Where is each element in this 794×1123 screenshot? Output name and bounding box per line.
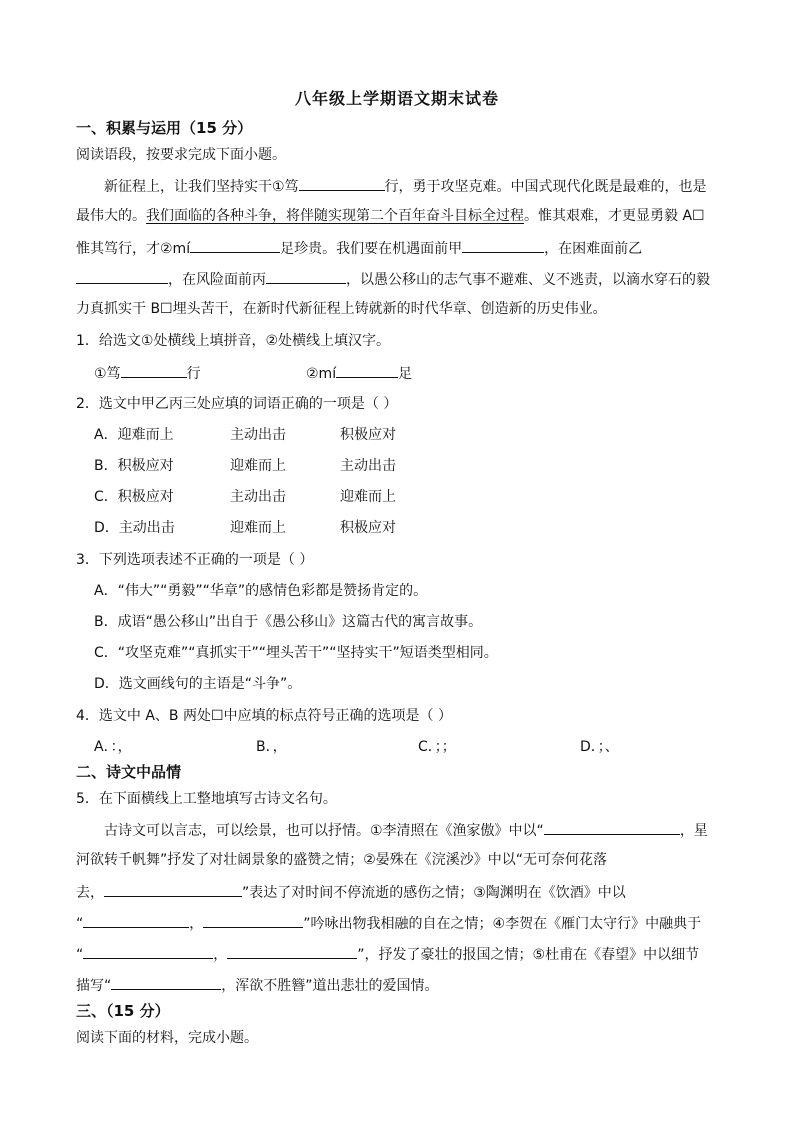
- q3-option-b: B．成语“愚公移山”出自于《愚公移山》这篇古代的寓言故事。: [94, 614, 483, 630]
- q4-option-c: C．；；: [418, 739, 456, 755]
- q2-option-d-2: 迎难而上: [230, 520, 286, 536]
- poem-blank-1: [544, 819, 680, 835]
- q2-option-a-1: A．迎难而上: [94, 427, 174, 443]
- poem-text: ”，抒发了豪壮的报国之情；⑤杜甫在《春望》中以细节: [357, 947, 700, 963]
- poem-line-3: [76, 881, 626, 903]
- section-1-heading: 一、积累与运用（15 分）: [76, 119, 253, 137]
- q2-option-c-2: 主动出击: [230, 489, 286, 505]
- passage-line-1: [104, 175, 707, 197]
- answer-blank: [121, 362, 187, 378]
- blank-bing: [266, 268, 346, 284]
- q3-option-d: D．选文画线句的主语是“斗争”。: [94, 676, 302, 692]
- question-1-blank-a: [94, 362, 201, 384]
- poem-blank-2: [104, 881, 242, 897]
- poem-text: 描写“: [76, 978, 112, 994]
- poem-text: 去，: [76, 885, 104, 901]
- question-5-stem: 5．在下面横线上工整地填写古诗文名句。: [76, 791, 337, 807]
- poem-text: ”吟咏出物我相融的自在之情；④李贺在《雁门太守行》中融典于: [303, 916, 702, 932]
- passage-text: ，在风险面前丙: [168, 272, 266, 288]
- poem-blank-7: [111, 974, 221, 990]
- passage-line-3: [76, 237, 642, 259]
- poem-text: ，浑欲不胜簪”道出悲壮的爱国情。: [221, 978, 439, 994]
- q2-option-a-2: 主动出击: [230, 427, 286, 443]
- blank-du-pinyin: [299, 175, 385, 191]
- underlined-sentence: 我们面临的各种斗争，将伴随实现第二个百年奋斗目标全过程: [146, 208, 524, 224]
- poem-text: ，: [213, 947, 228, 963]
- passage-line-5: 力真抓实干 B☐埋头苦干，在新时代新征程上铸就新的时代华章、创造新的历史伟业。: [76, 301, 607, 317]
- poem-line-5: [76, 943, 699, 965]
- passage-text: 行，勇于攻坚克难。中国式现代化既是最难的，也是: [384, 179, 707, 195]
- passage-text: 最伟大的。: [76, 208, 146, 224]
- passage-line-2: [76, 206, 705, 226]
- section-1-instruction: 阅读语段，按要求完成下面小题。: [76, 147, 286, 163]
- passage-text: 新征程上，让我们坚持实干①笃: [104, 179, 299, 195]
- section-3-instruction: 阅读下面的材料，完成小题。: [76, 1030, 258, 1046]
- q3-option-a: A．“伟大”“勇毅”“华章”的感情色彩都是赞扬肯定的。: [94, 583, 428, 599]
- question-1-blank-b: [306, 362, 412, 384]
- q4-option-b: B．，: [256, 739, 287, 755]
- q3-option-c: C．“攻坚克难”“真抓实干”“埋头苦干”“坚持实干”短语类型相同。: [94, 645, 498, 661]
- poem-line-4: [76, 912, 701, 934]
- blank-jia: [462, 237, 544, 253]
- blank-mi-char: [190, 237, 280, 253]
- poem-line-6: [76, 974, 439, 996]
- question-3-stem: 3．下列选项表述不正确的一项是（ ）: [76, 552, 314, 568]
- poem-text: ，: [189, 916, 204, 932]
- q2-option-b-3: 主动出击: [340, 458, 396, 474]
- q4-option-a: A．：，: [94, 739, 132, 755]
- passage-line-4: [76, 268, 710, 290]
- passage-text: ，在困难面前乙: [544, 241, 643, 257]
- answer-blank: [336, 362, 398, 378]
- passage-text: 。惟其艰难，才更显勇毅 A☐: [524, 208, 705, 224]
- poem-blank-3: [83, 912, 189, 928]
- question-1-label: ②mí: [306, 366, 337, 382]
- poem-text: “: [76, 947, 84, 963]
- poem-text: ，星: [679, 823, 708, 839]
- section-3-heading: 三、（15 分）: [76, 1002, 170, 1020]
- question-4-stem: 4．选文中 A、B 两处☐中应填的标点符号正确的选项是（ ）: [76, 708, 452, 724]
- poem-blank-5: [83, 943, 213, 959]
- poem-blank-4: [203, 912, 303, 928]
- passage-text: 惟其笃行，才②mí: [76, 241, 191, 257]
- q2-option-d-1: D．主动出击: [94, 520, 175, 536]
- question-1-label: ①笃: [94, 366, 121, 382]
- section-2-heading: 二、诗文中品情: [76, 763, 182, 781]
- poem-line-1: [104, 819, 708, 841]
- blank-yi: [76, 268, 168, 284]
- question-2-stem: 2．选文中甲乙丙三处应填的词语正确的一项是（ ）: [76, 396, 398, 412]
- question-1-label: 行: [186, 366, 201, 382]
- passage-text: 足珍贵。我们要在机遇面前甲: [280, 241, 463, 257]
- poem-text: “: [76, 916, 84, 932]
- question-1-label: 足: [398, 366, 413, 382]
- q2-option-a-3: 积极应对: [340, 427, 396, 443]
- q2-option-d-3: 积极应对: [340, 520, 396, 536]
- q2-option-b-2: 迎难而上: [230, 458, 286, 474]
- poem-blank-6: [227, 943, 357, 959]
- q4-option-d: D．；、: [580, 739, 619, 755]
- poem-text: ”表达了对时间不停流逝的感伤之情；③陶渊明在《饮酒》中以: [242, 885, 626, 901]
- q2-option-c-1: C．积极应对: [94, 489, 174, 505]
- passage-text: ，以愚公移山的志气事不避难、义不逃责，以滴水穿石的毅: [346, 272, 710, 288]
- poem-text: 古诗文可以言志，可以绘景，也可以抒情。①李清照在《渔家傲》中以“: [104, 823, 544, 839]
- q2-option-b-1: B．积极应对: [94, 458, 174, 474]
- q2-option-c-3: 迎难而上: [340, 489, 396, 505]
- question-1-stem: 1．给选文①处横线上填拼音，②处横线上填汉字。: [76, 333, 391, 349]
- poem-line-2: 河欲转千帆舞”抒发了对壮阔景象的盛赞之情；②晏殊在《浣溪沙》中以“无可奈何花落: [76, 852, 608, 868]
- page-title: 八年级上学期语文期末试卷: [294, 89, 499, 108]
